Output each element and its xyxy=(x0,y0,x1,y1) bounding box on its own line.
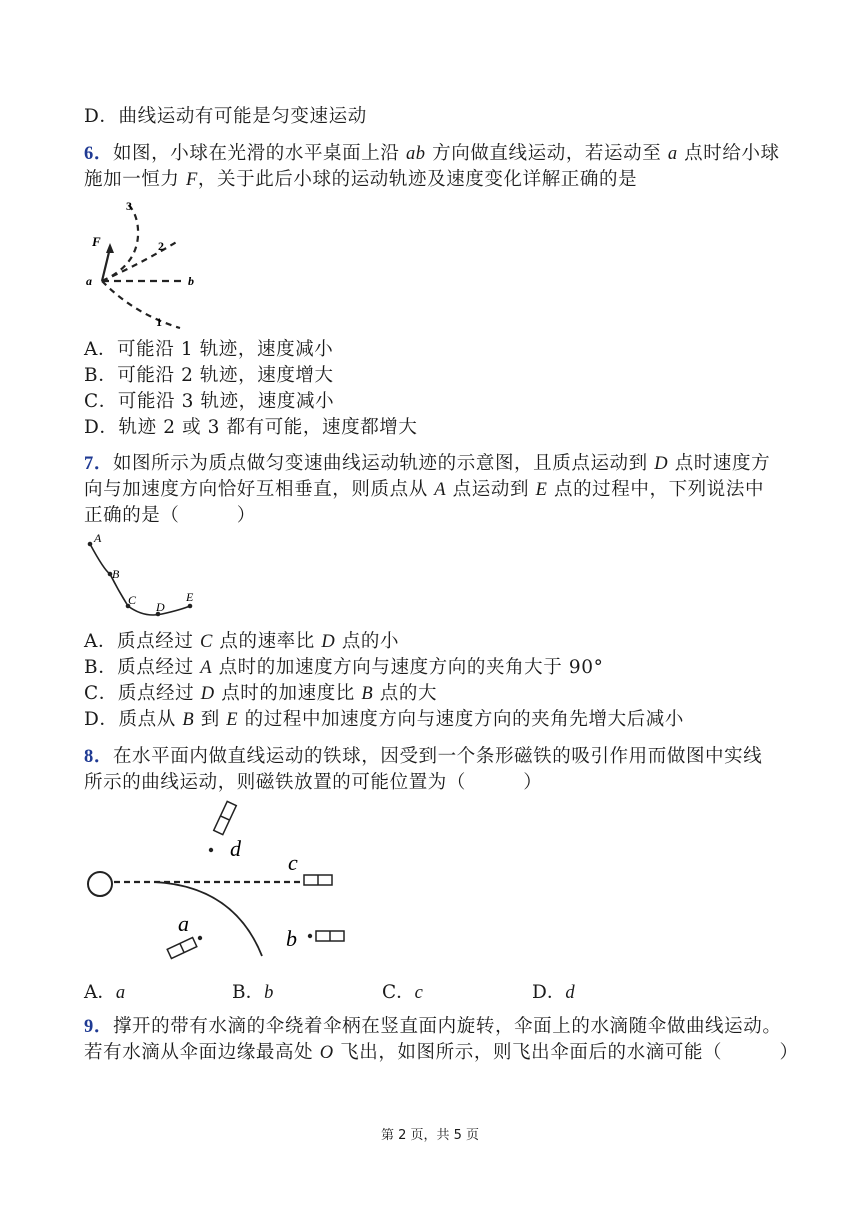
q6-trajectory-3 xyxy=(102,204,138,281)
q6-stem-line2: 施加一恒力 F，关于此后小球的运动轨迹及速度变化详解正确的是 xyxy=(84,169,638,190)
q6-label-F: F xyxy=(92,234,101,249)
q6-option-d: D．轨迹 2 或 3 都有可能，速度都增大 xyxy=(84,417,418,438)
q7-stem-line1: 7．如图所示为质点做匀变速曲线运动轨迹的示意图，且质点运动到 D 点时速度方 xyxy=(84,453,771,474)
q6-option-b: B．可能沿 2 轨迹，速度增大 xyxy=(84,365,334,386)
q6-label-2: 2 xyxy=(158,239,164,253)
q8-stem-line2: 所示的曲线运动，则磁铁放置的可能位置为（ ） xyxy=(84,772,543,793)
q7-point-E xyxy=(188,604,193,609)
q7-label-B: B xyxy=(112,567,120,581)
q6-option-a: A．可能沿 1 轨迹，速度减小 xyxy=(84,339,334,360)
q6-label-b: b xyxy=(188,274,194,288)
q8-magnet-a xyxy=(167,938,197,959)
q6-figure xyxy=(84,196,214,336)
page-footer: 第 2 页，共 5 页 xyxy=(380,1128,480,1143)
q7-option-a: A．质点经过 C 点的速率比 D 点的小 xyxy=(84,631,400,652)
q6-label-3: 3 xyxy=(126,199,132,213)
q7-option-c: C．质点经过 D 点时的加速度比 B 点的大 xyxy=(84,683,438,704)
q7-stem-line2: 向与加速度方向恰好互相垂直，则质点从 A 点运动到 E 点的过程中，下列说法中 xyxy=(84,479,765,500)
q9-number: 9． xyxy=(84,1017,113,1037)
q7-option-d: D．质点从 B 到 E 的过程中加速度方向与速度方向的夹角先增大后减小 xyxy=(84,709,684,730)
q7-label-A: A xyxy=(94,531,102,545)
q7-trajectory xyxy=(90,544,190,615)
q8-label-c: c xyxy=(288,850,298,875)
q8-magnet-d xyxy=(214,801,237,834)
q6-option-c: C．可能沿 3 轨迹，速度减小 xyxy=(84,391,335,412)
q6-label-a: a xyxy=(86,274,92,288)
q8-magnet-c xyxy=(304,875,332,885)
q6-trajectory-1 xyxy=(102,281,180,328)
q8-option-c: C．c xyxy=(382,982,423,1003)
q6-stem-line1: 6．如图，小球在光滑的水平桌面上沿 ab 方向做直线运动，若运动至 a 点时给小球 xyxy=(84,143,780,164)
q7-label-D: D xyxy=(156,600,165,614)
q8-option-a: A．a xyxy=(84,982,126,1003)
q8-option-b: B．b xyxy=(232,982,274,1003)
q8-label-a: a xyxy=(178,911,189,936)
q8-point-d xyxy=(209,848,213,852)
q8-label-d: d xyxy=(230,836,241,861)
q6-number: 6． xyxy=(84,144,113,164)
q5-option-d: D．曲线运动有可能是匀变速运动 xyxy=(84,106,367,127)
q8-point-b xyxy=(308,934,312,938)
q8-number: 8． xyxy=(84,747,113,767)
q8-figure xyxy=(84,796,354,968)
q6-label-1: 1 xyxy=(156,315,162,329)
q8-magnet-b xyxy=(316,931,344,941)
q7-figure xyxy=(84,530,204,620)
q8-stem-line1: 8．在水平面内做直线运动的铁球，因受到一个条形磁铁的吸引作用而做图中实线 xyxy=(84,746,763,767)
q7-point-A xyxy=(88,542,93,547)
q7-number: 7． xyxy=(84,454,113,474)
q8-curved-path xyxy=(154,882,262,956)
q6-trajectory-2 xyxy=(102,241,178,281)
q9-stem-line2: 若有水滴从伞面边缘最高处 O 飞出，如图所示，则飞出伞面后的水滴可能（ ） xyxy=(84,1042,799,1063)
q7-label-C: C xyxy=(128,593,137,607)
q8-label-b: b xyxy=(286,926,297,951)
q7-label-E: E xyxy=(186,590,194,604)
q8-point-a xyxy=(198,936,202,940)
q9-stem-line1: 9．撑开的带有水滴的伞绕着伞柄在竖直面内旋转，伞面上的水滴随伞做曲线运动。 xyxy=(84,1016,782,1037)
q7-option-b: B．质点经过 A 点时的加速度方向与速度方向的夹角大于 90° xyxy=(84,657,604,678)
q8-iron-ball xyxy=(88,872,112,896)
q8-option-d: D．d xyxy=(532,982,575,1003)
q7-stem-line3: 正确的是（ ） xyxy=(84,505,256,526)
